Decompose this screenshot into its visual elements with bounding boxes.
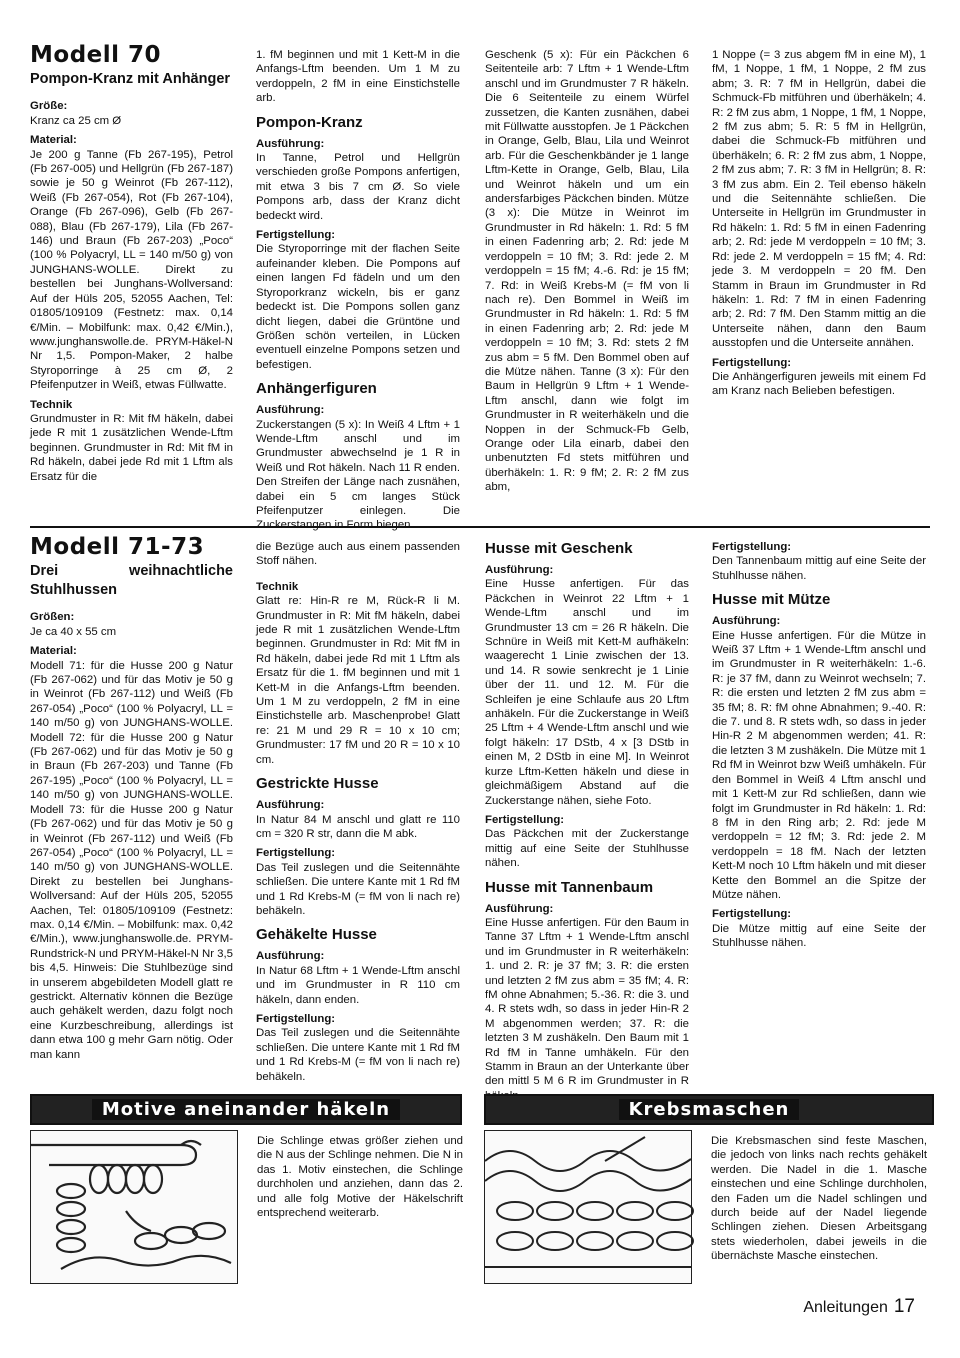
subheading: Technik	[256, 580, 299, 593]
modell-71-subtitle: Drei weihnachtliche Stuhlhussen	[30, 563, 233, 599]
page-number: 17	[893, 1296, 915, 1317]
paragraph: Die Mütze mittig auf eine Seite der Stuhlhusse nähen.	[712, 922, 926, 950]
paragraph: Den Tannenbaum mittig auf eine Seite der Stuhlhusse nähen.	[712, 555, 926, 582]
modell-70-col-2	[256, 48, 460, 518]
paragraph: Das Päckchen mit der Zuckerstange mittig auf eine Seite der Stuhlhusse nähen.	[485, 828, 689, 870]
subheading: Fertigstellung:	[485, 813, 565, 826]
modell-71-73-section	[30, 534, 930, 1088]
krebs-illustration	[484, 1130, 692, 1284]
section-heading: Husse mit Mütze	[712, 591, 831, 609]
paragraph: Die Anhängerfiguren jeweils mit einem Fd am Kranz nach Belieben befestigen.	[712, 370, 926, 398]
paragraph: In Tanne, Petrol und Hellgrün verschieden große Pompons anfertigen, mit etwa 3 bis 7 cm Ø. So viele Pompons arb, dass der Kranz dicht bedeckt wird.	[256, 152, 460, 222]
subheading: Fertigstellung:	[712, 356, 792, 369]
crochet-motif-join-illustration	[31, 1131, 237, 1283]
subheading: Ausführung:	[485, 564, 554, 576]
subheading: Fertigstellung:	[712, 908, 792, 921]
crab-stitch-illustration	[485, 1131, 691, 1283]
paragraph: Eine Husse anfertigen. Für den Baum in Tanne 37 Lftm + 1 Wende-Lftm anschl und im Grundmuster in R weiterhäkeln: 1. und 2. R: je 37 fM; 3. R: die ersten und letzten 2 fM zus abm = 35 fM; 4. R: fM ohne Abnahmen; 5.-36. R: die 3. und 4. R stets wdh, so dass in jeder Hin-R 2 M abgenommen werden; 37. R: die letzten 3 M zushäkeln. Den Baum mit 1 Rd fM in Tanne umhäkeln. Für den Stamm in Braun an der Unterkante über den mittl 5 M 6 R im Grundmuster in R	[485, 916, 689, 1088]
modell-70-title: Modell 70	[30, 42, 162, 68]
paragraph: Kranz ca 25 cm Ø	[30, 114, 122, 127]
subheading: Fertigstellung:	[256, 847, 336, 860]
motive-title: Motive aneinander häkeln	[92, 1099, 400, 1120]
krebs-title: Krebsmaschen	[619, 1099, 800, 1120]
paragraph: In Natur 68 Lftm + 1 Wende-Lftm anschl und im Grundmuster in R 110 cm häkeln, dann enden.	[256, 964, 460, 1006]
krebs-text: Die Krebsmaschen sind feste Maschen, die jedoch von links nach rechts gehäkelt werden. Die Nadel in die 1. Masche einstechen und eine Schlinge durchholen, den Faden um die Nadel schlingen und durch beide auf der Nadel liegende Schlingen ziehen. Diesen Arbeitsgang stets wiederholen, dabei jeweils in die übernächste Masche einstechen.	[711, 1135, 927, 1263]
paragraph: Das Teil zuslegen und die Seitennähte schließen. Die untere Kante mit 1 Rd fM und 1 Rd Krebs-M (= fM von li nach re) behäkeln.	[256, 1027, 460, 1083]
paragraph: Geschenk (5 x): Für ein Päckchen 6 Seitenteile arb: 7 Lftm + 1 Wende-Lftm anschl und im Grundmuster 7 R häkeln. Die 6 Seitenteile zu einem Würfel zussetzen, die Kanten zusnähen, dabei mit Füllwatte ausstopfen. Je 1 Päckchen in Orange, Gelb, Blau, Lila und Weinrot arb. Für die Geschenkbänder je 1 lange Lftm-Kette in Orange, Gelb, Blau, Lila und Weinrot häkeln und um ein andersfarbiges Päckchen binden. Mütze (3 x): Die Mütze in Weinrot im Grundmuster in Rd häkeln: 1. Rd: 5 fM in einen Fadenring arb; 2. Rd: jede M verdoppeln = 10 fM; 3. Rd: jede 2. M verdoppeln = 15 fM; 4.-6. Rd: je 15 fM; 7. Rd: in Weiß Krebs-M (= fM von li nach re). Den Bommel in Weiß im Grundmuster in Rd häkeln: 1. Rd: 5 fM in einen Fadenring arb; 2. Rd: jede M verdoppeln = 10 fM; 3. Rd: stets 2 fM zus abm = 5 fM. Den Bommel oben auf die Mütze nähen. Tanne (3 x): Für den Baum in Hellgrün 9 Lftm + 1 Wende-Lftm anschl, dann wie folgt im Grundmuster in R weiterhäkeln und die Noppen in der Schmuck-Fb Gelb, Orange oder Lila einarb, dabei den unbenutzten Fd stets mitführen und überhäkeln: 1. R: 9 fM; 2. R: 2 fM zus abm,	[485, 49, 689, 494]
paragraph: Glatt re: Hin-R re M, Rück-R li M. Grundmuster in R: Mit fM häkeln, dabei jede R mit 1 zusätzlichen Wende-Lftm beginnen. Grundmuster in Rd: Mit fM in Rd häkeln, dabei jede Rd mit 1 Lftm als Ersatz für die 1. fM beginnen und mit 1 Kett-M in die Anfangs-Lftm beenden. Um 1 M zu verdoppeln, 2 fM in eine Einstichstelle arb. Maschenprobe! Glatt re: 21 M und 29 R = 10 x 10 cm; Grundmuster: 17 fM und 20 R = 10 x 10 cm.	[256, 595, 460, 766]
subheading: Ausführung:	[256, 137, 325, 150]
subheading: Ausführung:	[256, 404, 325, 417]
subheading: Größen:	[30, 611, 75, 624]
paragraph: Je 200 g Tanne (Fb 267-195), Petrol (Fb 267-005) und Hellgrün (Fb 267-187) sowie je 50 g Weinrot (Fb 267-112), Weiß (Fb 267-054), Rot (Fb 267-104), Orange (Fb 267-096), Gelb (Fb 267-088), Blau (Fb 267-179), Lila (Fb 267-146) und Braun (Fb 267-203) „Poco“ (100 % Polyacryl, LL = 140 m/50 g) von JUNGHANS-WOLLE. Direkt zu bestellen bei Junghans-Wollversand: Auf der Hüls 205, 52055 Aachen, Tel: 01805/109109 (Festnetz: max. 0,14 €/Min. – Mobilfunk: max. 0,42 €/Min.), www.junghanswolle.de. PRYM-Häkel-N Nr 1,5. Pompon-Maker, 2 halbe Styroporringe à 25 cm Ø, 2 Pfeifenputzer in Weiß, etwas Füllwatte.	[30, 148, 233, 392]
paragraph: Je ca 40 x 55 cm	[30, 625, 117, 638]
subheading: Fertigstellung:	[712, 541, 792, 553]
motive-banner	[30, 1094, 462, 1125]
paragraph: Die Styroporringe mit der flachen Seite aufeinander kleben. Die Pompons auf einen langen Fd fädeln und um den Styroporkranz wickeln, bis er ganz bedeckt ist. Die Pompons sollen ganz dicht liegen, dabei die Grüntöne und Größen schön verteilen, in Lücken eventuell einzelne Pompons setzen und befestigen.	[256, 243, 460, 371]
paragraph: 1 Noppe (= 3 zus abgem fM in eine M), 1 fM, 1 Noppe, 1 fM, 1 Noppe, 2 fM zus abm; 3. R: 7 fM in Hellgrün, dabei die Schmuck-Fb mitführen und überhäkeln; 4. R: 2 fM zus abm, 1 Noppe, 1 fM, 1 Noppe, 2 fM zus abm; 5. R: 5 fM in Hellgrün, dabei die Schmuck-Fb mitführen und überhäkeln; 6. R: 2 fM zus abm, 1 Noppe, 2 fM zus abm; 7. R: 3 fM in Hellgrün; 8. R: 3 fM zus abm. Ein 2. Teil ebenso häkeln und die Seitennähte schließen. Die Unterseite in Hellgrün im Grundmuster in Rd häkeln: 1. Rd: 5 fM in einen Fadenring arb; 2. Rd: jede M verdoppeln = 10 fM; 3. Rd: jede 2. M verdoppeln = 15 fM; 4. Rd: jede 3. M verdoppeln = 20 fM. Den Stamm in Braun im Grundmuster in Rd häkeln: 1. Rd: 7 fM in einen Fadenring arb; 2. Rd: 7 fM. Den Stamm mittig an die Unterseite nähen, dann den Baum ausstopfen und die Unterseite annähen.	[712, 49, 926, 350]
modell-70-col-1-body	[30, 99, 233, 484]
section-heading: Pompon-Kranz	[256, 113, 363, 131]
subheading: Ausführung:	[712, 615, 781, 628]
krebs-banner	[484, 1094, 934, 1125]
section-heading: Anhängerfiguren	[256, 380, 377, 398]
subheading: Ausführung:	[485, 902, 554, 915]
subheading: Fertigstellung:	[256, 1012, 336, 1025]
section-divider	[30, 526, 930, 528]
subheading: Material:	[30, 134, 77, 147]
modell-71-title: Modell 71-73	[30, 534, 205, 560]
section-heading: Husse mit Geschenk	[485, 540, 633, 557]
spacer	[256, 569, 460, 575]
section-heading: Gestrickte Husse	[256, 775, 379, 793]
paragraph: Das Teil zuslegen und die Seitennähte schließen. Die untere Kante mit 1 Rd fM und 1 Rd Krebs-M (= fM von li nach re) behäkeln.	[256, 861, 460, 917]
subheading: Größe:	[30, 100, 68, 113]
motive-text: Die Schlinge etwas größer ziehen und die N aus der Schlinge nehmen. Die N in das 1. Motiv einstechen, die Schlinge durchholen und anziehen, dann das 2. und alle folg Motive der Häkelschrift entsprechend weiterarb.	[257, 1135, 463, 1220]
paragraph: 1. fM beginnen und mit 1 Kett-M in die Anfangs-Lftm beenden. Um 1 M zu verdoppeln, 2 fM in eine Einstichstelle arb.	[256, 49, 460, 105]
motive-illustration	[30, 1130, 238, 1284]
paragraph: Zuckerstangen (5 x): In Weiß 4 Lftm + 1 Wende-Lftm anschl und im Grundmuster abwechselnd je 1 R in Weiß und Rot häkeln. Nach 11 R enden. Den Streifen der Länge nach zusnähen, dabei ein 5 cm langes Stück Pfeifenputzer einlegen. Die	[256, 418, 460, 517]
page-footer	[803, 1296, 915, 1318]
modell-70-col-1	[30, 42, 233, 518]
paragraph: Eine Husse anfertigen. Für die Mütze in Weiß 37 Lftm + 1 Wende-Lftm anschl und im Grundmuster in R weiterhäkeln: 1.-6. R: je 37 fM, dann zu Weinrot wechseln; 7. R: die ersten und letzten 2 fM zus abm = 35 fM; 8. R: fM ohne Abnahmen; 9.-40. R: die 7. und 8. R stets wdh, so dass in jeder Hin-R 2 M abgenommen werden; 41. R: die letzten 3 M zushäkeln. Die Mütze mit 1 Rd fM in Weinrot bzw Weiß umhäkeln. Für den Bommel in Weiß 4 Lftm anschl und mit 1 Kett-M zur Rd schließen, dann wie folgt im Grundmuster in Rd häkeln: 1. Rd: 8 fM in den Ring arb; 2. Rd: jede M verdoppeln = 12 fM; 3. Rd: jede 2. M verdoppeln = 18 fM. Nach der letzten Kett-M noch 10 Lftm häkeln und mit dieser Kette den Bommel an die Spitze der Mütze nähen.	[712, 629, 926, 901]
footer-label: Anleitungen	[803, 1299, 888, 1316]
modell-71-col-3	[485, 540, 689, 1088]
modell-70-col-4	[712, 48, 926, 518]
paragraph: In Natur 84 M anschl und glatt re 110 cm = 320 R str, dann die M abk.	[256, 813, 460, 840]
paragraph: Modell 71: für die Husse 200 g Natur (Fb 267-062) und für das Motiv je 50 g in Weinrot (Fb 267-112) und Weiß (Fb 267-054) „Poco“ (100 % Polyacryl, LL = 140 m/50 g) von JUNGHANS-WOLLE. Modell 72: für die Husse 200 g Natur (Fb 267-062) und für das Motiv je 50 g in Braun (Fb 267-203) und Tanne (Fb 267-195) „Poco“ (100 % Polyacryl, LL = 140 m/50 g) von JUNGHANS-WOLLE. Modell 73: für die Husse 200 g Natur (Fb 267-062) und für das Motiv je 50 g in Weinrot (Fb 267-112) und Weiß (Fb 267-054) „Poco“ (100 % Polyacryl, LL = 140 m/50 g) von JUNGHANS-WOLLE. Direkt zu bestellen bei Junghans-Wollversand: Auf der Hüls 205, 52055 Aachen, Tel: 01805/109109 (Festnetz: max. 0,14 €/Min. – Mobilfunk: max. 0,42 €/Min.), www.junghanswolle.de. PRYM-Rundstrick-N und PRYM-Häkel-N Nr 3,5 bis 4,5. Hinweis: Die Stuhlbezüge sind in unserem abgebildeten Modell glatt re gestrickt. Alternativ können die Bezüge auch gehäkelt werden, dazu folgt noch eine Kurzbeschreibung, allerdings ist dann etwa 100 g mehr Garn nötig. Oder man kann	[30, 659, 233, 1061]
section-heading: Gehäkelte Husse	[256, 926, 377, 944]
modell-70-col-3	[485, 48, 689, 518]
subheading: Ausführung:	[256, 950, 325, 963]
section-heading: Husse mit Tannenbaum	[485, 878, 654, 896]
subheading: Material:	[30, 645, 77, 658]
paragraph: die Bezüge auch aus einem passenden Stoff nähen.	[256, 541, 460, 568]
modell-71-col-2	[256, 540, 460, 1088]
paragraph: Grundmuster in R: Mit fM häkeln, dabei jede R mit 1 zusätzlichen Wende-Lftm beginnen. Grundmuster in Rd: Mit fM in Rd häkeln, dabei jede Rd mit 1 Lftm als Ersatz für die	[30, 412, 233, 483]
modell-70-section	[30, 42, 930, 518]
modell-71-col-1-body	[30, 610, 233, 1062]
subheading: Fertigstellung:	[256, 229, 336, 242]
paragraph: Eine Husse anfertigen. Für das Päckchen in Weinrot 22 Lftm + 1 Wende-Lftm anschl und im Grundmuster 13 cm = 26 R häkeln. Die Schnüre in Weiß mit Kett-M aufhäkeln: waagerecht 1 Linie zwischen der 13. und 14. R sowie senkrecht je 1 Linie über der 11. und 12. M. Für die Schleifen je eine Schlaufe aus 20 Lftm anhäkeln. Für die Zuckerstange in Weiß 25 Lftm + 4 Wende-Lftm anschl und wie folgt häkeln: 17 DStb, 4 x [3 DStb in einen M, 2 DStb in eine M]. In Weinrot kurze Lftm-Ketten häkeln und diese in gleichmäßigem Abstand auf die Zuckerstange nähen, siehe Foto.	[485, 578, 689, 807]
modell-70-subtitle: Pompon-Kranz mit Anhänger	[30, 71, 231, 88]
subheading: Technik	[30, 398, 73, 411]
modell-71-col-4	[712, 540, 926, 1088]
subheading: Ausführung:	[256, 799, 325, 812]
modell-71-col-1	[30, 534, 233, 1088]
